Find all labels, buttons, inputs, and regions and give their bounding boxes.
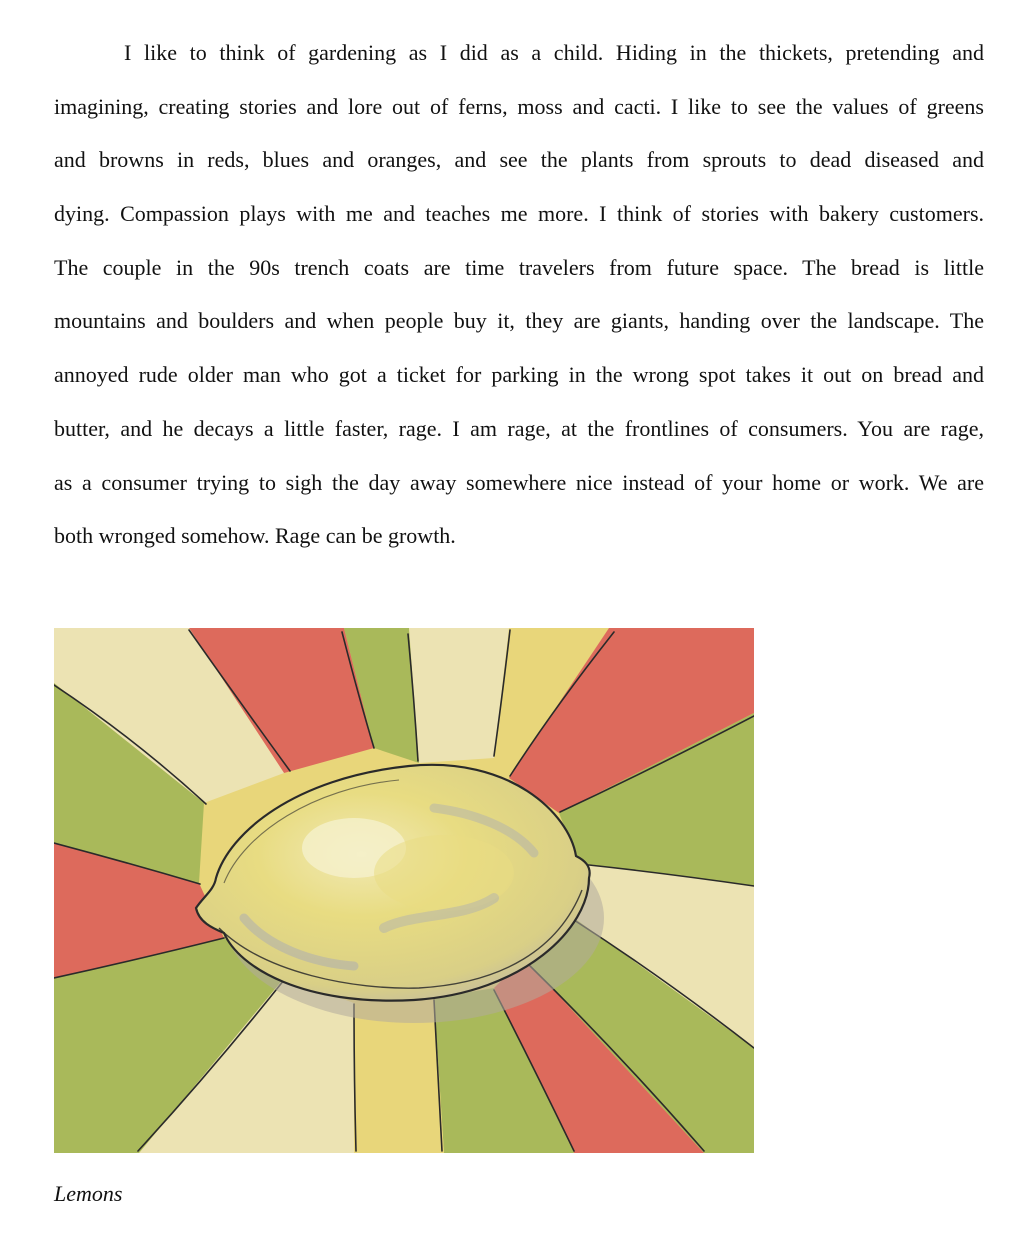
essay-line-7: annoyed rude older man who got a ticket for parking in the wrong spot takes it out on bread and <box>54 362 984 388</box>
essay-paragraph <box>54 26 984 563</box>
lemon-painting <box>54 628 754 1153</box>
lemon-painting-svg <box>54 628 754 1153</box>
essay-line-1: I like to think of gardening as I did as a child. Hiding in the thickets, pretending and <box>124 40 984 65</box>
essay-line-10: both wronged somehow. Rage can be growth. <box>54 523 456 549</box>
essay-line-8: butter, and he decays a little faster, rage. I am rage, at the frontlines of consumers. You are rage, <box>54 415 984 441</box>
essay-line-5: The couple in the 90s trench coats are time travelers from future space. The bread is little <box>54 254 984 280</box>
essay-line-9: as a consumer trying to sigh the day away somewhere nice instead of your home or work. We are <box>54 469 984 495</box>
essay-line-3: and browns in reds, blues and oranges, and see the plants from sprouts to dead diseased and <box>54 147 984 173</box>
essay-line-2: imagining, creating stories and lore out of ferns, moss and cacti. I like to see the values of greens <box>54 93 984 119</box>
painting-caption: Lemons <box>54 1181 123 1206</box>
essay-line-6: mountains and boulders and when people buy it, they are giants, handing over the landscape. The <box>54 308 984 334</box>
essay-line-4: dying. Compassion plays with me and teaches me more. I think of stories with bakery customers. <box>54 201 984 227</box>
